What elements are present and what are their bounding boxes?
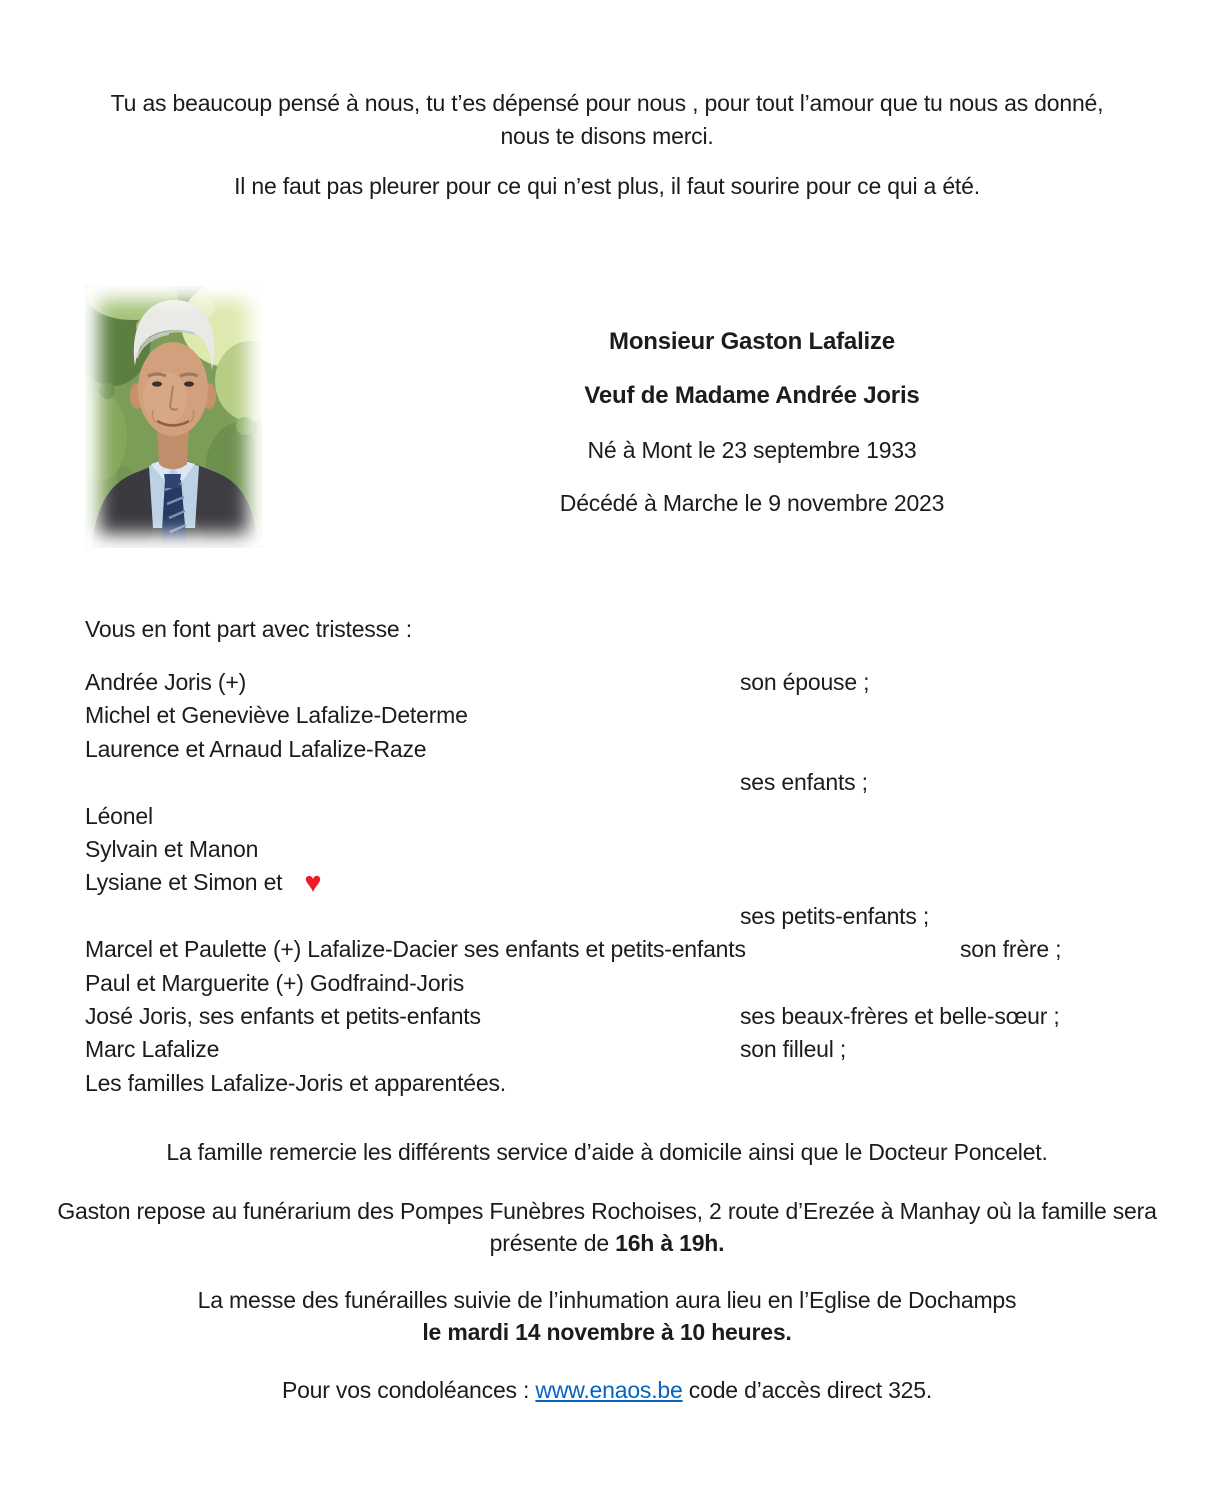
relation-label: son filleul ; — [740, 1036, 847, 1063]
mass-paragraph — [0, 1285, 1214, 1348]
family-names: Michel et Geneviève Lafalize-Determe — [85, 702, 468, 729]
family-row-godson — [0, 1033, 1214, 1066]
repose-line-1: Gaston repose au funérarium des Pompes Funèbres Rochoises, 2 route d’Erezée à Manhay où la famille sera — [57, 1198, 1157, 1224]
relation-label: ses petits-enfants ; — [740, 902, 930, 929]
family-row-heart — [0, 866, 1214, 899]
relation-label: son épouse ; — [740, 669, 870, 695]
family-names: Les familles Lafalize-Joris et apparentées. — [85, 1069, 506, 1096]
family-names: Lysiane et Simon et — [85, 869, 283, 896]
death-line: Décédé à Marche le 9 novembre 2023 — [559, 490, 945, 516]
portrait-photo — [85, 286, 262, 548]
relation-label: son frère ; — [960, 936, 1062, 963]
condolence-prefix: Pour vos condoléances : — [281, 1377, 536, 1403]
heart-icon: ♥ — [304, 867, 322, 900]
family-names: Léonel — [85, 802, 153, 829]
family-row-inlaws — [0, 1000, 1214, 1033]
visiting-hours: 16h à 19h. — [615, 1229, 725, 1256]
family-row-grandchildren — [0, 900, 1214, 933]
family-names: Marc Lafalize — [85, 1036, 220, 1063]
family-row — [0, 800, 1214, 833]
family-row — [0, 967, 1214, 1000]
quote-line-1: Tu as beaucoup pensé à nous, tu t’es dépensé pour nous , pour tout l’amour que tu nous as donné, — [110, 90, 1104, 116]
deceased-name: Monsieur Gaston Lafalize — [609, 328, 895, 355]
family-names: José Joris, ses enfants et petits-enfants — [85, 1002, 481, 1029]
relation-label: ses beaux-frères et belle-sœur ; — [740, 1002, 1060, 1029]
family-list — [0, 666, 1214, 1100]
family-names: Andrée Joris (+) — [85, 669, 247, 695]
family-names: Sylvain et Manon — [85, 835, 259, 862]
family-names: Paul et Marguerite (+) Godfraind-Joris — [85, 969, 465, 996]
family-row-children — [0, 766, 1214, 799]
condolence-link[interactable]: www.enaos.be — [535, 1377, 683, 1403]
family-row — [0, 833, 1214, 866]
family-names: Marcel et Paulette (+) Lafalize-Dacier ses enfants et petits-enfants — [85, 936, 746, 963]
thanks-line: La famille remercie les différents service d’aide à domicile ainsi que le Docteur Poncelet. — [166, 1139, 1048, 1165]
condolence-suffix: code d’accès direct 325. — [682, 1377, 933, 1403]
relation-label: ses enfants ; — [740, 769, 868, 796]
announcement-intro: Vous en font part avec tristesse : — [85, 616, 412, 642]
family-row-spouse — [0, 666, 1214, 699]
quote-line-3: Il ne faut pas pleurer pour ce qui n’est plus, il faut sourire pour ce qui a été. — [234, 173, 980, 199]
family-names: Laurence et Arnaud Lafalize-Raze — [85, 735, 427, 762]
birth-line: Né à Mont le 23 septembre 1933 — [587, 437, 917, 463]
condolence-line — [0, 1374, 1214, 1406]
portrait-illustration — [85, 286, 262, 548]
mass-date: le mardi 14 novembre à 10 heures. — [422, 1318, 792, 1345]
family-row — [0, 733, 1214, 766]
family-row-families — [0, 1067, 1214, 1100]
repose-paragraph — [0, 1196, 1214, 1259]
repose-line-2 — [0, 1228, 1214, 1260]
family-row — [0, 699, 1214, 732]
family-row-brother — [0, 933, 1214, 966]
mass-line-1: La messe des funérailles suivie de l’inhumation aura lieu en l’Eglise de Dochamps — [197, 1287, 1017, 1313]
repose-line-2-prefix: présente de — [489, 1229, 616, 1256]
deceased-subtitle: Veuf de Madame Andrée Joris — [584, 382, 920, 409]
quote-line-2: nous te disons merci. — [500, 123, 714, 149]
